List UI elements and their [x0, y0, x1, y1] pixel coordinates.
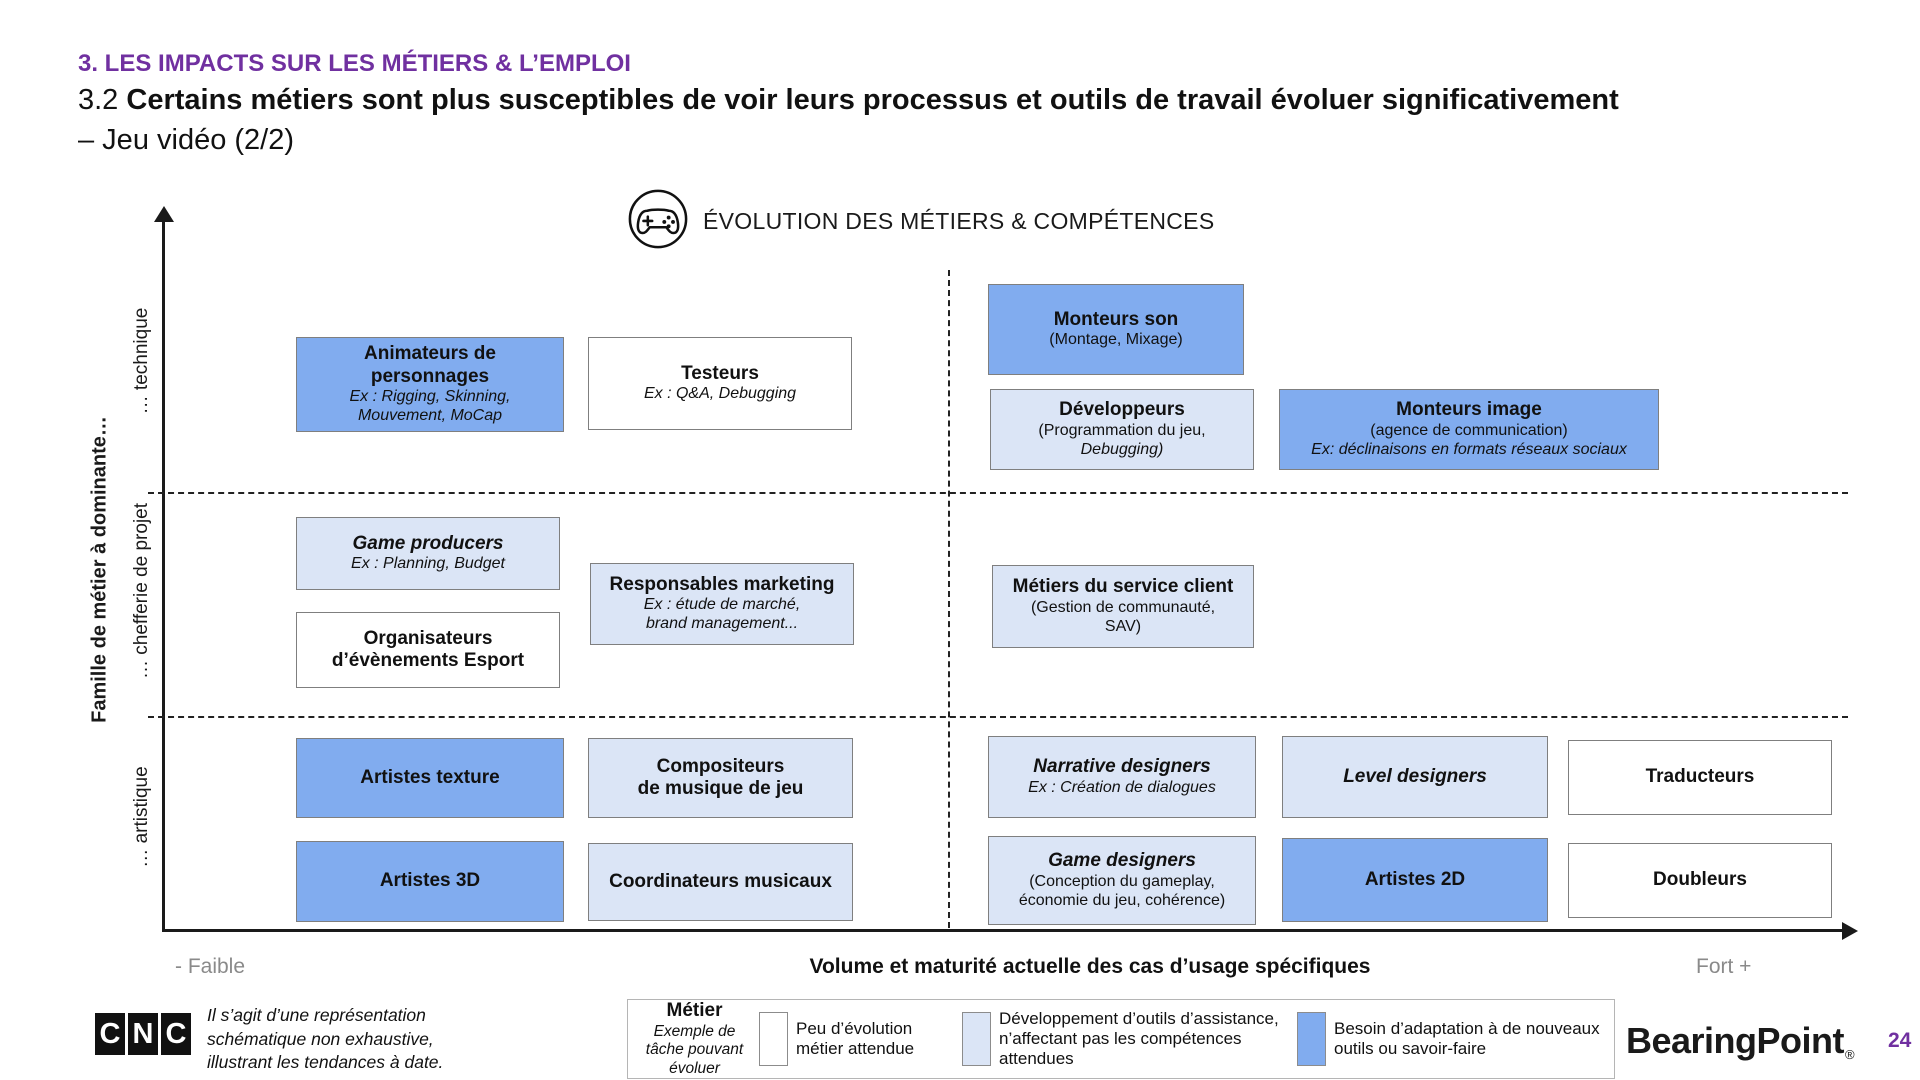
job-box-monteurs-son — [988, 284, 1244, 375]
page-number: 24 — [1888, 1029, 1912, 1052]
gamepad-icon — [627, 188, 689, 255]
subtitle-line2: – Jeu vidéo (2/2) — [78, 124, 295, 156]
job-box-text: Mouvement, MoCap — [357, 406, 503, 424]
legend-swatch-light — [962, 1012, 991, 1066]
job-box-metiers-du-service-client — [992, 565, 1254, 648]
job-box-text: Compositeurs — [656, 755, 785, 777]
divider-vertical — [948, 270, 950, 928]
divider-horizontal-top — [148, 492, 1848, 494]
job-box-text: SAV) — [1104, 617, 1142, 635]
registered-mark: ® — [1845, 1047, 1855, 1062]
legend-label: Besoin d’adaptation à de nouveaux outils ou savoir-faire — [1334, 1018, 1600, 1058]
job-box-text: personnages — [370, 365, 490, 387]
legend-key-title: Métier — [666, 999, 723, 1021]
cnc-logo-letter: C — [95, 1013, 125, 1055]
job-box-text: Game designers — [1048, 850, 1196, 872]
job-box-text: Ex : Création de dialogues — [1028, 778, 1216, 796]
legend-swatch-medium — [1297, 1012, 1326, 1066]
job-box-level-designers — [1282, 736, 1548, 818]
bearingpoint-text: BearingPoint — [1626, 1020, 1845, 1061]
legend-key — [640, 1000, 749, 1079]
job-box-text: Artistes 3D — [379, 870, 481, 892]
job-box-artistes-2d — [1282, 838, 1548, 922]
bearingpoint-logo — [1626, 1020, 1854, 1062]
slide-subtitle — [78, 84, 1619, 117]
legend-key-subtitle: Exemple de tâche pouvant évoluer — [645, 1022, 744, 1077]
legend — [627, 999, 1615, 1079]
footer-note: Il s’agit d’une représentation schématique non exhaustive, illustrant les tendances à date. — [207, 1005, 444, 1073]
job-box-coordinateurs-musicaux — [588, 843, 853, 921]
y-axis-arrow — [154, 206, 174, 222]
job-box-text: Debugging) — [1080, 440, 1164, 458]
job-box-text: Ex : Q&A, Debugging — [643, 385, 797, 403]
x-axis-label: Volume et maturité actuelle des cas d’usage spécifiques — [809, 955, 1371, 978]
job-box-text: (Gestion de communauté, — [1030, 598, 1216, 616]
job-box-text: (Montage, Mixage) — [1049, 331, 1183, 349]
job-box-text: Narrative designers — [1033, 756, 1211, 778]
job-box-text: Monteurs image — [1396, 399, 1542, 421]
job-box-text: Monteurs son — [1053, 308, 1179, 330]
job-box-game-producers — [296, 517, 560, 590]
y-axis-label: Famille de métier à dominante… — [88, 416, 111, 723]
job-box-text: Artistes texture — [360, 766, 500, 788]
section-title: 3. LES IMPACTS SUR LES MÉTIERS & L’EMPLOI — [78, 50, 631, 77]
x-axis-arrow — [1842, 922, 1858, 940]
x-axis-line — [162, 929, 1844, 932]
legend-item-1 — [962, 1009, 1281, 1069]
job-box-text: Responsables marketing — [609, 573, 835, 595]
job-box-text: Game producers — [352, 532, 504, 554]
job-box-animateurs-de-personnages — [296, 337, 564, 432]
job-box-testeurs — [588, 337, 852, 430]
job-box-compositeurs-de-musique-de-jeu — [588, 738, 853, 818]
job-box-organisateurs-evenements-esport — [296, 612, 560, 688]
job-box-text: (Programmation du jeu, — [1038, 421, 1206, 439]
chart-title: ÉVOLUTION DES MÉTIERS & COMPÉTENCES — [703, 208, 1215, 234]
cnc-logo-letter: N — [128, 1013, 158, 1055]
y-section-technique: … technique — [131, 307, 152, 415]
job-box-artistes-texture — [296, 738, 564, 818]
y-section-chefferie: … chefferie de projet — [131, 502, 152, 680]
job-box-game-designers — [988, 836, 1256, 925]
subtitle-text: Certains métiers sont plus susceptibles de voir leurs processus et outils de travail évoluer significativement — [126, 84, 1619, 116]
divider-horizontal-bottom — [148, 716, 1848, 718]
x-min-label: - Faible — [175, 955, 246, 978]
job-box-text: Métiers du service client — [1012, 576, 1234, 598]
job-box-text: Ex : Planning, Budget — [351, 555, 505, 573]
job-box-text: (Conception du gameplay, — [1029, 872, 1215, 890]
job-box-text: Ex : Rigging, Skinning, — [349, 388, 511, 406]
job-box-text: de musique de jeu — [637, 778, 804, 799]
legend-item-0 — [759, 1012, 946, 1066]
job-box-narrative-designers — [988, 736, 1256, 818]
legend-swatch-white — [759, 1012, 788, 1066]
y-axis-line — [162, 220, 165, 932]
job-box-text: Testeurs — [681, 362, 759, 384]
job-box-text: économie du jeu, cohérence) — [1018, 891, 1226, 909]
job-box-responsables-marketing — [590, 563, 854, 645]
job-box-artistes-3d — [296, 841, 564, 922]
job-box-traducteurs — [1568, 740, 1832, 815]
y-section-artistique: … artistique — [131, 766, 152, 868]
job-box-text: Artistes 2D — [1364, 868, 1466, 890]
subtitle-number: 3.2 — [78, 84, 127, 116]
legend-label: Peu d’évolution métier attendue — [796, 1018, 915, 1058]
job-box-monteurs-image — [1279, 389, 1659, 470]
job-box-text: Coordinateurs musicaux — [609, 870, 832, 892]
job-box-text: brand management... — [645, 615, 799, 633]
job-box-text: Level designers — [1343, 765, 1487, 787]
job-box-text: Ex: déclinaisons en formats réseaux sociaux — [1311, 440, 1627, 458]
job-box-text: Ex : étude de marché, — [643, 596, 801, 614]
legend-item-2 — [1297, 1012, 1602, 1066]
chart-header — [627, 188, 1214, 255]
cnc-logo-letter: C — [161, 1013, 191, 1055]
legend-label: Développement d’outils d’assistance, n’affectant pas les compétences attendues — [999, 1008, 1279, 1069]
job-box-text: Doubleurs — [1653, 869, 1747, 891]
job-box-text: Traducteurs — [1645, 766, 1755, 788]
x-max-label: Fort + — [1696, 955, 1752, 978]
job-box-text: Développeurs — [1059, 399, 1185, 421]
job-box-developpeurs — [990, 389, 1254, 470]
job-box-text: (agence de communication) — [1370, 421, 1568, 439]
job-box-doubleurs — [1568, 843, 1832, 918]
job-box-text: Organisateurs — [363, 627, 493, 649]
job-box-text: Animateurs de — [364, 343, 496, 365]
job-box-text: d’évènements Esport — [331, 650, 525, 671]
cnc-logo — [95, 1013, 191, 1055]
